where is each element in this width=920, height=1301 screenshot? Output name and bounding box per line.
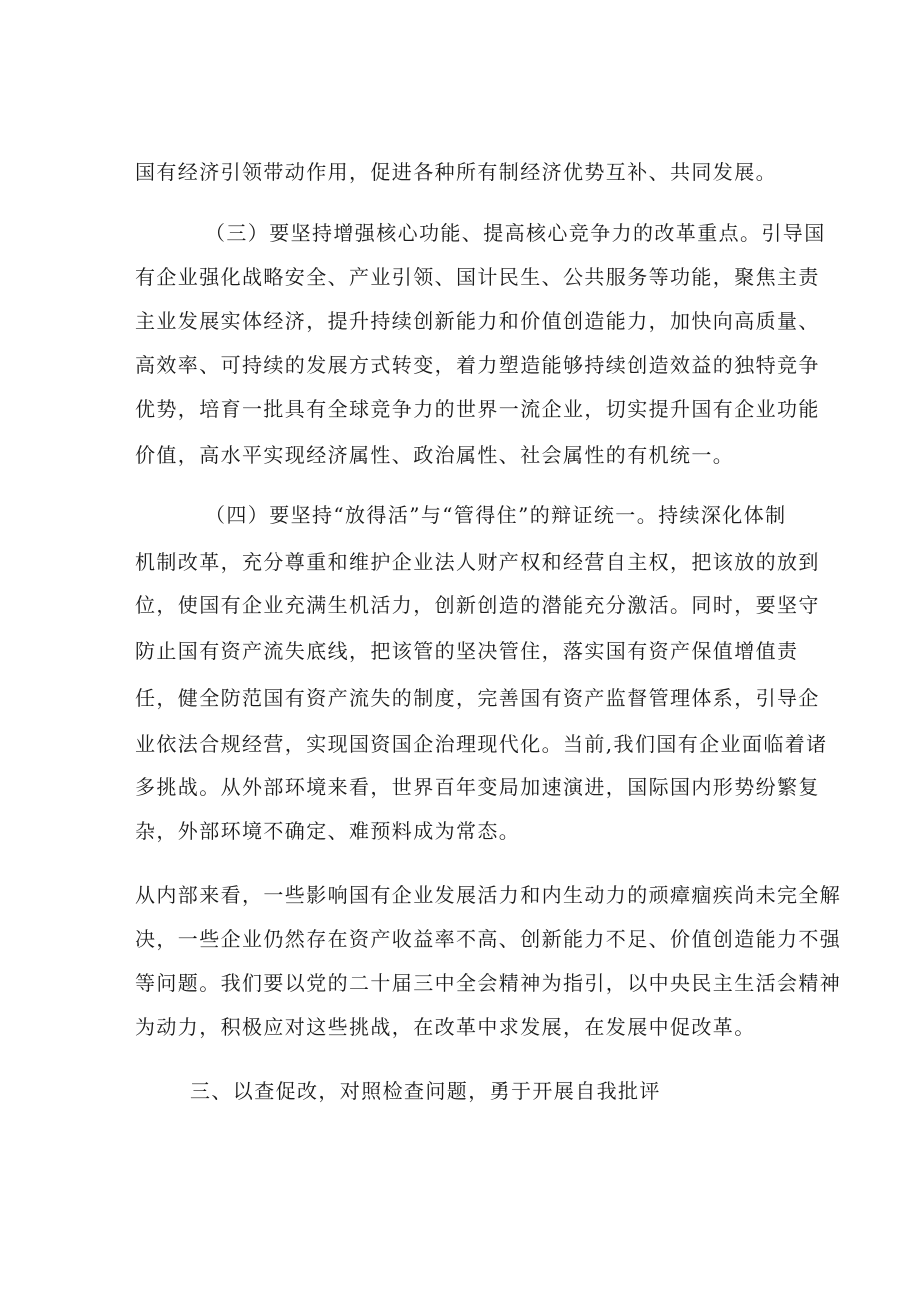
paragraph-four-line-6: 业依法合规经营，实现国资国企治理现代化。当前,我们国有企业面临着诸 <box>135 732 828 756</box>
paragraph-three-line-6: 价值，高水平实现经济属性、政治属性、社会属性的有机统一。 <box>135 443 735 467</box>
paragraph-three-line-3: 主业发展实体经济，提升持续创新能力和价值创造能力，加快向高质量、 <box>135 309 820 333</box>
section-three-heading: 三、以查促改，对照检查问题，勇于开展自我批评 <box>190 1079 661 1103</box>
paragraph-continuation-line-1: 国有经济引领带动作用，促进各种所有制经济优势互补、共同发展。 <box>135 160 777 184</box>
paragraph-four-line-7: 多挑战。从外部环境来看，世界百年变局加速演进，国际国内形势纷繁复 <box>135 775 820 799</box>
paragraph-four-line-1: （四）要坚持“放得活”与“管得住”的辩证统一。持续深化体制 <box>205 503 787 527</box>
paragraph-three-line-4: 高效率、可持续的发展方式转变，着力塑造能够持续创造效益的独特竞争 <box>135 353 820 377</box>
paragraph-four-line-4: 防止国有资产流失底线，把该管的坚决管住，落实国有资产保值增值责 <box>135 639 799 663</box>
paragraph-three-line-5: 优势，培育一批具有全球竞争力的世界一流企业，切实提升国有企业功能 <box>135 397 820 421</box>
paragraph-three-line-2: 有企业强化战略安全、产业引领、国计民生、公共服务等功能，聚焦主责 <box>135 265 820 289</box>
paragraph-four-line-3: 位，使国有企业充满生机活力，创新创造的潜能充分激活。同时，要坚守 <box>135 593 820 617</box>
paragraph-internal-line-1: 从内部来看，一些影响国有企业发展活力和内生动力的顽瘴痼疾尚未完全解 <box>135 883 842 907</box>
paragraph-four-line-8: 杂，外部环境不确定、难预料成为常态。 <box>135 819 521 843</box>
paragraph-three-line-1: （三）要坚持增强核心功能、提高核心竞争力的改革重点。引导国 <box>205 221 826 245</box>
paragraph-four-line-2: 机制改革，充分尊重和维护企业法人财产权和经营自主权，把该放的放到 <box>135 550 820 574</box>
paragraph-four-line-5: 任，健全防范国有资产流失的制度，完善国有资产监督管理体系，引导企 <box>135 686 820 710</box>
paragraph-internal-line-2: 决，一些企业仍然存在资产收益率不高、创新能力不足、价值创造能力不强 <box>135 927 842 951</box>
paragraph-internal-line-4: 为动力，积极应对这些挑战，在改革中求发展，在发展中促改革。 <box>135 1015 756 1039</box>
paragraph-internal-line-3: 等问题。我们要以党的二十届三中全会精神为指引，以中央民主生活会精神 <box>135 971 842 995</box>
